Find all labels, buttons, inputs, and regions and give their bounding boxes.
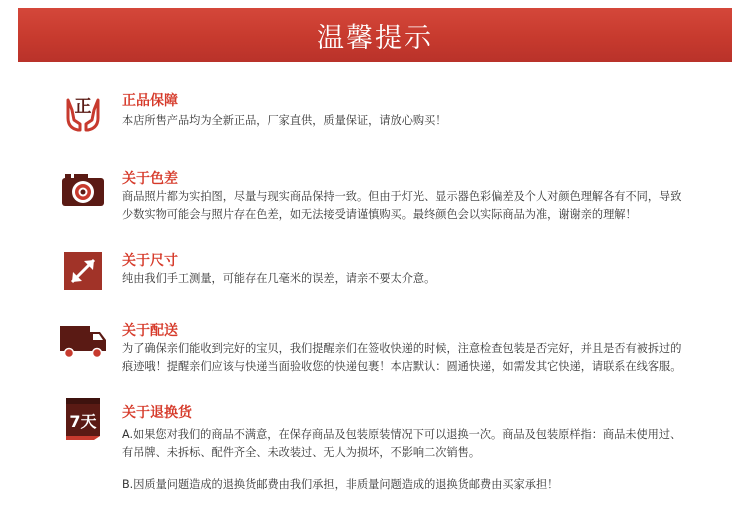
- text-line: 本店所售产品均为全新正品，厂家直供，质量保证，请放心购买！: [122, 114, 447, 127]
- section-text: [122, 340, 722, 376]
- banner-title: 温馨提示: [317, 22, 433, 54]
- section-text: [122, 112, 722, 130]
- section-extra-text: B.因质量问题造成的退换货邮费由我们承担，非质量问题造成的退换货邮费由买家承担！: [122, 478, 559, 491]
- hands-zheng-icon: [60, 90, 106, 136]
- svg-text:正: 正: [74, 97, 92, 117]
- text-line: 纯由我们手工测量，可能存在几毫米的误差，请亲不要太介意。: [122, 272, 436, 285]
- section-title: 关于尺寸: [122, 253, 178, 269]
- text-line: 商品照片都为实拍图，尽量与现实商品保持一致。但由于灯光、显示器色彩偏差及个人对颜色理解各有不同，导致: [122, 190, 682, 203]
- resize-arrow-icon: [60, 248, 106, 294]
- section-text: [122, 188, 722, 224]
- calendar-icon-text: 7天: [69, 412, 97, 431]
- text-line: 为了确保亲们能收到完好的宝贝，我们提醒亲们在签收快递的时候，注意检查包装是否完好，并且是否有被拆过的: [122, 342, 682, 355]
- section-text: [122, 270, 722, 288]
- text-line: A.如果您对我们的商品不满意，在保存商品及包装原装情况下可以退换一次。商品及包装原样指：商品未使用过、: [122, 428, 682, 441]
- camera-icon: [60, 168, 106, 214]
- seven-day-calendar-icon: [60, 396, 106, 442]
- truck-icon: [58, 320, 108, 366]
- text-line: 痕迹哦！提醒亲们应该与快递当面验收您的快递包裹！本店默认：圆通快递，如需发其它快递，请联系在线客服。: [122, 360, 682, 373]
- text-line: 少数实物可能会与照片存在色差，如无法接受请谨慎购买。最终颜色会以实际商品为准，谢谢亲的理解！: [122, 208, 637, 221]
- section-title: 关于配送: [122, 323, 178, 339]
- text-line: 有吊牌、未拆标、配件齐全、未改装过、无人为损坏，不影响二次销售。: [122, 446, 481, 459]
- section-title: 正品保障: [122, 93, 178, 109]
- header-banner: [18, 8, 732, 62]
- section-title: 关于退换货: [122, 405, 192, 421]
- section-text: [122, 426, 722, 462]
- section-title: 关于色差: [122, 171, 178, 187]
